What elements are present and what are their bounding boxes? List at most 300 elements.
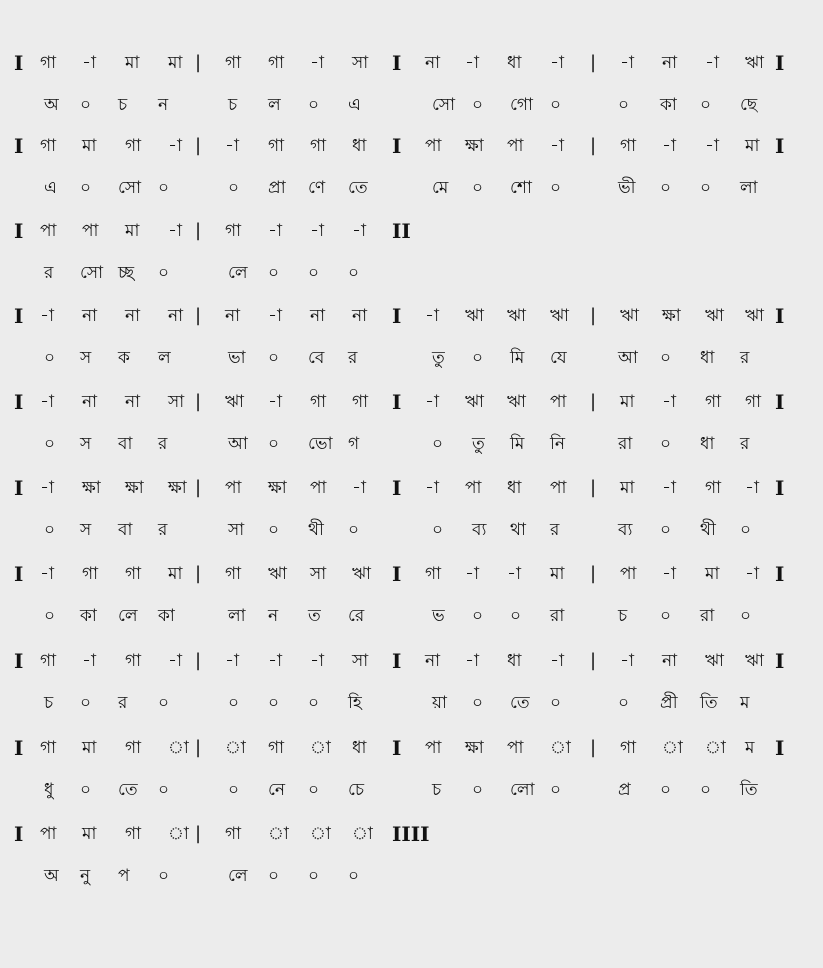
- lyric-syllable: প্রা: [268, 178, 286, 198]
- swara-note: মা: [82, 136, 97, 156]
- swara-note: -া: [352, 221, 366, 241]
- lyric-line: [0, 343, 823, 373]
- swara-note: -া: [310, 53, 324, 73]
- swara-note: মা: [620, 392, 635, 412]
- swara-note: -া: [268, 651, 282, 671]
- swara-note: ম: [745, 738, 755, 758]
- swara-note: ঋা: [507, 392, 526, 412]
- swara-note: গা: [268, 738, 285, 758]
- lyric-syllable: ০: [158, 693, 170, 713]
- swara-note: গা: [705, 478, 722, 498]
- lyric-syllable: চ: [118, 95, 128, 115]
- lyric-syllable: তু: [472, 434, 485, 454]
- swara-note: ঋা: [705, 306, 724, 326]
- swara-note: -া: [550, 136, 564, 156]
- bar-line: I: [775, 562, 785, 586]
- swara-note: না: [82, 392, 98, 412]
- swara-note: গা: [620, 738, 637, 758]
- bar-line: I: [14, 736, 24, 760]
- swara-note: ঋা: [705, 651, 724, 671]
- lyric-syllable: তি: [700, 693, 718, 713]
- swara-note: গা: [225, 221, 242, 241]
- notation-line: [0, 216, 823, 246]
- swara-note: ধা: [507, 53, 522, 73]
- lyric-syllable: ন: [268, 606, 279, 626]
- swara-note: পা: [550, 392, 567, 412]
- lyric-syllable: চ: [228, 95, 238, 115]
- lyric-syllable: তে: [510, 693, 530, 713]
- swara-note: গা: [225, 53, 242, 73]
- beat-divider: |: [195, 135, 202, 156]
- lyric-syllable: রে: [348, 606, 365, 626]
- swara-note: ঋা: [745, 53, 764, 73]
- lyric-syllable: অ: [44, 95, 59, 115]
- lyric-syllable: ০: [618, 95, 630, 115]
- lyric-syllable: র: [740, 434, 750, 454]
- lyric-syllable: ব্য: [472, 520, 487, 540]
- bar-line: II: [392, 219, 411, 243]
- lyric-syllable: রা: [618, 434, 633, 454]
- beat-divider: |: [590, 391, 597, 412]
- lyric-syllable: বে: [308, 348, 325, 368]
- lyric-syllable: লে: [118, 606, 138, 626]
- lyric-syllable: প: [118, 866, 130, 886]
- beat-divider: |: [195, 305, 202, 326]
- swara-note: গা: [225, 564, 242, 584]
- lyric-syllable: প্রী: [660, 693, 678, 713]
- lyric-syllable: ০: [80, 95, 92, 115]
- beat-divider: |: [590, 563, 597, 584]
- swara-note: গা: [310, 392, 327, 412]
- swara-note: ঋা: [268, 564, 287, 584]
- lyric-syllable: ০: [44, 606, 56, 626]
- swara-note: ক্ষা: [465, 738, 484, 758]
- lyric-syllable: থী: [308, 520, 324, 540]
- notation-line: [0, 48, 823, 78]
- lyric-line: [0, 601, 823, 631]
- lyric-syllable: ০: [472, 348, 484, 368]
- lyric-syllable: এ: [348, 95, 361, 115]
- swara-note: গা: [125, 824, 142, 844]
- lyric-syllable: ০: [510, 606, 522, 626]
- beat-divider: |: [195, 737, 202, 758]
- swara-note: া: [168, 824, 189, 844]
- notation-line: [0, 733, 823, 763]
- lyric-line: [0, 173, 823, 203]
- lyric-syllable: ০: [472, 693, 484, 713]
- swara-note: না: [125, 306, 141, 326]
- lyric-syllable: র: [158, 434, 168, 454]
- swara-note: -া: [550, 53, 564, 73]
- lyric-syllable: ০: [550, 693, 562, 713]
- swara-note: া: [705, 738, 726, 758]
- bar-line: I: [14, 304, 24, 328]
- beat-divider: |: [195, 823, 202, 844]
- lyric-syllable: ০: [308, 780, 320, 800]
- swara-note: া: [662, 738, 683, 758]
- lyric-syllable: র: [44, 263, 54, 283]
- lyric-syllable: ০: [700, 95, 712, 115]
- lyric-syllable: থা: [510, 520, 526, 540]
- swara-note: ঋা: [745, 651, 764, 671]
- swara-note: -া: [705, 136, 719, 156]
- lyric-syllable: থী: [700, 520, 716, 540]
- swara-note: -া: [465, 651, 479, 671]
- swara-note: ধা: [352, 136, 367, 156]
- bar-line: I: [392, 649, 402, 673]
- lyric-syllable: ০: [660, 520, 672, 540]
- beat-divider: |: [195, 52, 202, 73]
- beat-divider: |: [590, 477, 597, 498]
- bar-line: I: [392, 51, 402, 75]
- swara-note: ঋা: [352, 564, 371, 584]
- swara-note: -া: [662, 564, 676, 584]
- lyric-syllable: ০: [700, 178, 712, 198]
- swara-note: পা: [550, 478, 567, 498]
- lyric-syllable: আ: [228, 434, 248, 454]
- lyric-syllable: ০: [472, 780, 484, 800]
- lyric-syllable: মি: [510, 434, 525, 454]
- swara-note: ঋা: [225, 392, 244, 412]
- swara-note: মা: [82, 824, 97, 844]
- lyric-syllable: ০: [700, 780, 712, 800]
- lyric-syllable: নে: [268, 780, 286, 800]
- lyric-syllable: ধু: [44, 780, 54, 800]
- lyric-syllable: ০: [268, 693, 280, 713]
- lyric-syllable: ০: [308, 693, 320, 713]
- swara-note: -া: [662, 392, 676, 412]
- lyric-syllable: ০: [308, 95, 320, 115]
- notation-line: [0, 559, 823, 589]
- notation-line: [0, 301, 823, 331]
- swara-note: -া: [310, 221, 324, 241]
- lyric-syllable: র: [158, 520, 168, 540]
- bar-line: I: [392, 476, 402, 500]
- lyric-syllable: ০: [228, 178, 240, 198]
- lyric-syllable: ০: [268, 520, 280, 540]
- swara-note: ঋা: [507, 306, 526, 326]
- lyric-syllable: ০: [472, 178, 484, 198]
- bar-line: I: [775, 649, 785, 673]
- swara-note: -া: [425, 306, 439, 326]
- beat-divider: |: [590, 52, 597, 73]
- swara-note: গা: [310, 136, 327, 156]
- lyric-syllable: ০: [348, 866, 360, 886]
- lyric-line: [0, 515, 823, 545]
- lyric-syllable: চ: [432, 780, 442, 800]
- lyric-syllable: ক: [118, 348, 130, 368]
- lyric-syllable: ০: [158, 178, 170, 198]
- lyric-syllable: ০: [660, 178, 672, 198]
- lyric-syllable: এ: [44, 178, 57, 198]
- swara-note: গা: [225, 824, 242, 844]
- lyric-syllable: সা: [228, 520, 245, 540]
- swara-note: না: [125, 392, 141, 412]
- swara-note: ক্ষা: [465, 136, 484, 156]
- beat-divider: |: [195, 477, 202, 498]
- lyric-syllable: ০: [660, 606, 672, 626]
- bar-line: I: [14, 476, 24, 500]
- lyric-syllable: ণে: [308, 178, 326, 198]
- swara-note: মা: [705, 564, 720, 584]
- lyric-syllable: ০: [80, 780, 92, 800]
- lyric-syllable: যে: [550, 348, 567, 368]
- swara-note: া: [310, 824, 331, 844]
- lyric-syllable: ০: [308, 866, 320, 886]
- lyric-syllable: র: [550, 520, 560, 540]
- lyric-syllable: ধা: [700, 434, 715, 454]
- swara-note: -া: [225, 136, 239, 156]
- lyric-syllable: লা: [228, 606, 246, 626]
- swara-note: গা: [40, 651, 57, 671]
- bar-line: I: [14, 390, 24, 414]
- lyric-line: [0, 775, 823, 805]
- swara-note: -া: [745, 564, 759, 584]
- swara-note: মা: [168, 53, 183, 73]
- swara-note: গা: [40, 53, 57, 73]
- lyric-syllable: ০: [472, 95, 484, 115]
- lyric-line: [0, 258, 823, 288]
- lyric-syllable: ব্য: [618, 520, 633, 540]
- lyric-syllable: ভী: [618, 178, 636, 198]
- lyric-syllable: স: [80, 348, 92, 368]
- swara-note: া: [268, 824, 289, 844]
- lyric-syllable: ০: [550, 178, 562, 198]
- lyric-syllable: ভো: [308, 434, 333, 454]
- swara-note: -া: [82, 651, 96, 671]
- swara-note: -া: [268, 392, 282, 412]
- swara-note: না: [425, 651, 441, 671]
- swara-note: -া: [425, 392, 439, 412]
- lyric-syllable: ধা: [700, 348, 715, 368]
- lyric-syllable: স: [80, 434, 92, 454]
- swara-note: গা: [125, 738, 142, 758]
- bar-line: I: [392, 736, 402, 760]
- swara-note: া: [168, 738, 189, 758]
- lyric-syllable: কা: [80, 606, 97, 626]
- lyric-syllable: ছে: [740, 95, 758, 115]
- notation-line: [0, 819, 823, 849]
- swara-note: গা: [125, 564, 142, 584]
- swara-note: গা: [620, 136, 637, 156]
- bar-line: I: [14, 822, 24, 846]
- bar-line: I: [775, 390, 785, 414]
- swara-note: ক্ষা: [125, 478, 144, 498]
- lyric-syllable: ০: [740, 520, 752, 540]
- swara-note: -া: [745, 478, 759, 498]
- lyric-syllable: ০: [44, 434, 56, 454]
- lyric-syllable: ০: [44, 520, 56, 540]
- lyric-syllable: ০: [660, 434, 672, 454]
- swara-note: গা: [125, 136, 142, 156]
- lyric-syllable: ০: [550, 95, 562, 115]
- swara-note: না: [310, 306, 326, 326]
- bar-line: I: [775, 134, 785, 158]
- swara-note: না: [82, 306, 98, 326]
- bar-line: I: [14, 562, 24, 586]
- swara-note: -া: [620, 53, 634, 73]
- lyric-syllable: ০: [228, 693, 240, 713]
- swara-note: গা: [40, 738, 57, 758]
- lyric-syllable: চ: [618, 606, 628, 626]
- swara-note: -া: [40, 392, 54, 412]
- lyric-syllable: ভা: [228, 348, 246, 368]
- swara-note: -া: [40, 478, 54, 498]
- lyric-syllable: মে: [432, 178, 449, 198]
- swara-note: গা: [268, 136, 285, 156]
- swara-note: গা: [425, 564, 442, 584]
- swara-note: গা: [82, 564, 99, 584]
- swara-note: না: [352, 306, 368, 326]
- swara-note: না: [662, 53, 678, 73]
- lyric-syllable: লে: [228, 263, 248, 283]
- lyric-syllable: হি: [348, 693, 362, 713]
- bar-line: I: [14, 51, 24, 75]
- swara-note: -া: [620, 651, 634, 671]
- swara-note: -া: [268, 221, 282, 241]
- bar-line: I: [392, 562, 402, 586]
- beat-divider: |: [590, 305, 597, 326]
- notation-line: [0, 387, 823, 417]
- lyric-syllable: ০: [228, 780, 240, 800]
- lyric-syllable: ০: [348, 520, 360, 540]
- lyric-syllable: লে: [228, 866, 248, 886]
- swara-note: -া: [168, 136, 182, 156]
- swara-note: না: [168, 306, 184, 326]
- lyric-syllable: ০: [158, 866, 170, 886]
- swara-note: সা: [352, 651, 369, 671]
- lyric-syllable: অ: [44, 866, 59, 886]
- lyric-syllable: ০: [432, 434, 444, 454]
- swara-note: না: [425, 53, 441, 73]
- lyric-syllable: ভ: [432, 606, 445, 626]
- swara-note: মা: [168, 564, 183, 584]
- swara-note: পা: [82, 221, 99, 241]
- swara-note: গা: [745, 392, 762, 412]
- swara-note: া: [225, 738, 246, 758]
- lyric-syllable: ০: [472, 606, 484, 626]
- swara-note: ঋা: [550, 306, 569, 326]
- beat-divider: |: [590, 650, 597, 671]
- lyric-syllable: আ: [618, 348, 638, 368]
- lyric-syllable: সো: [118, 178, 142, 198]
- lyric-syllable: সো: [432, 95, 456, 115]
- lyric-syllable: ০: [268, 866, 280, 886]
- beat-divider: |: [195, 650, 202, 671]
- lyric-syllable: কা: [158, 606, 175, 626]
- swara-note: -া: [168, 651, 182, 671]
- lyric-syllable: ০: [660, 348, 672, 368]
- lyric-syllable: প্র: [618, 780, 631, 800]
- swara-note: ঋা: [745, 306, 764, 326]
- lyric-syllable: চ্ছ: [118, 263, 135, 283]
- lyric-syllable: ০: [44, 348, 56, 368]
- bar-line: I: [775, 736, 785, 760]
- lyric-line: [0, 861, 823, 891]
- swara-note: ঋা: [465, 306, 484, 326]
- lyric-syllable: শো: [510, 178, 532, 198]
- swara-note: না: [662, 651, 678, 671]
- swara-note: সা: [310, 564, 327, 584]
- lyric-syllable: ০: [348, 263, 360, 283]
- lyric-syllable: তু: [432, 348, 445, 368]
- swara-note: ক্ষা: [168, 478, 187, 498]
- lyric-syllable: ০: [80, 178, 92, 198]
- bar-line: I: [775, 476, 785, 500]
- swara-note: -া: [40, 564, 54, 584]
- swara-note: পা: [507, 136, 524, 156]
- swara-note: ক্ষা: [82, 478, 101, 498]
- swara-note: মা: [82, 738, 97, 758]
- lyric-syllable: বা: [118, 520, 133, 540]
- swara-note: পা: [310, 478, 327, 498]
- lyric-syllable: তে: [348, 178, 368, 198]
- lyric-syllable: র: [740, 348, 750, 368]
- beat-divider: |: [195, 220, 202, 241]
- swara-note: গা: [40, 136, 57, 156]
- swara-note: -া: [662, 136, 676, 156]
- lyric-syllable: ম: [740, 693, 750, 713]
- swara-note: মা: [550, 564, 565, 584]
- swara-note: মা: [125, 53, 140, 73]
- lyric-syllable: ত: [308, 606, 321, 626]
- bar-line: I: [775, 304, 785, 328]
- swara-note: মা: [620, 478, 635, 498]
- lyric-syllable: য়া: [432, 693, 447, 713]
- lyric-syllable: চ: [44, 693, 54, 713]
- swara-note: -া: [225, 651, 239, 671]
- swara-note: া: [550, 738, 571, 758]
- swara-note: -া: [465, 564, 479, 584]
- lyric-line: [0, 90, 823, 120]
- swara-note: -া: [425, 478, 439, 498]
- swara-note: -া: [168, 221, 182, 241]
- bar-line: I: [14, 134, 24, 158]
- lyric-syllable: ০: [618, 693, 630, 713]
- swara-note: পা: [40, 221, 57, 241]
- lyric-syllable: স: [80, 520, 92, 540]
- lyric-syllable: বা: [118, 434, 133, 454]
- lyric-syllable: ০: [158, 263, 170, 283]
- notation-line: [0, 473, 823, 503]
- lyric-syllable: রা: [550, 606, 565, 626]
- lyric-syllable: লা: [740, 178, 758, 198]
- swara-note: পা: [40, 824, 57, 844]
- swara-note: পা: [425, 136, 442, 156]
- notation-line: [0, 131, 823, 161]
- swara-note: ঋা: [465, 392, 484, 412]
- swara-note: সা: [168, 392, 185, 412]
- swara-note: পা: [620, 564, 637, 584]
- lyric-syllable: মি: [510, 348, 525, 368]
- swara-note: ক্ষা: [268, 478, 287, 498]
- bar-line: I: [775, 51, 785, 75]
- lyric-syllable: রা: [700, 606, 715, 626]
- swara-note: গা: [125, 651, 142, 671]
- swara-note: ধা: [507, 651, 522, 671]
- lyric-syllable: ন: [158, 95, 169, 115]
- lyric-syllable: র: [118, 693, 128, 713]
- bar-line: I: [14, 649, 24, 673]
- lyric-syllable: ০: [660, 780, 672, 800]
- swara-note: -া: [465, 53, 479, 73]
- swara-note: গা: [705, 392, 722, 412]
- lyric-syllable: তে: [118, 780, 138, 800]
- swara-note: মা: [745, 136, 760, 156]
- swara-note: পা: [425, 738, 442, 758]
- notation-line: [0, 646, 823, 676]
- swara-note: ঋা: [620, 306, 639, 326]
